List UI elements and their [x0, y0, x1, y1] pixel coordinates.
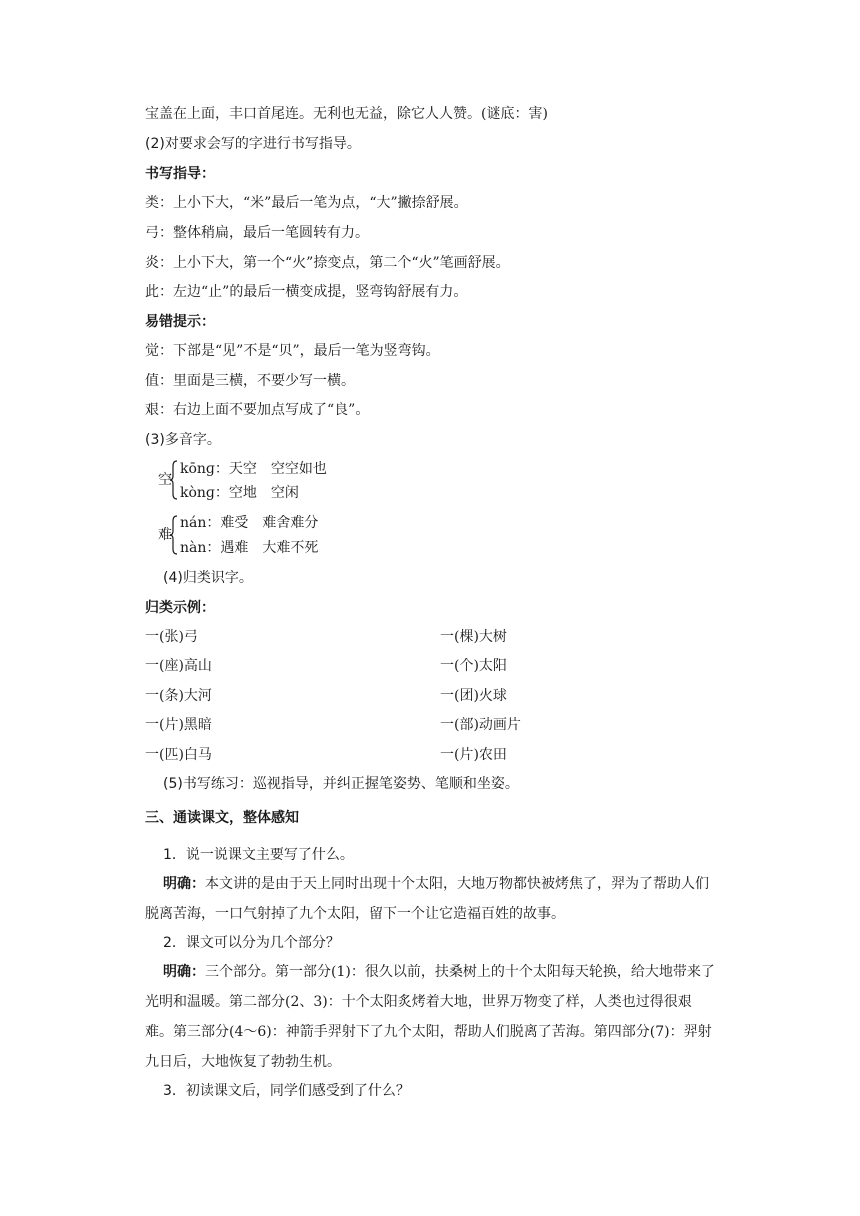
- writing-guide-item: 炎：上小下大，第一个“火”捺变点，第二个“火”笔画舒展。: [145, 255, 510, 271]
- answer-2: [145, 957, 719, 1077]
- section-3-title: 三、通读课文，整体感知: [145, 810, 299, 826]
- polyphone-char: 空: [158, 472, 172, 488]
- question-2: 2．课文可以分为几个部分？: [163, 935, 340, 951]
- step-2: (2)对要求会写的字进行书写指导。: [145, 136, 361, 152]
- riddle-line: 宝盖在上面，丰口首尾连。无利也无益，除它人人赞。(谜底：害): [145, 106, 548, 122]
- step-3: (3)多音字。: [145, 432, 221, 448]
- polyphone-char: 难: [158, 527, 172, 543]
- classify-right-item: 一(部)动画片: [440, 717, 521, 733]
- polyphone-reading: nàn：遇难 大难不死: [180, 540, 319, 556]
- error-tip-item: 觉：下部是“见”不是“贝”，最后一笔为竖弯钩。: [145, 343, 440, 359]
- classify-heading: 归类示例：: [145, 600, 215, 616]
- writing-guide-item: 此：左边“止”的最后一横变成提，竖弯钩舒展有力。: [145, 284, 468, 300]
- answer-1: [145, 869, 719, 929]
- classify-right-item: 一(个)太阳: [440, 658, 507, 674]
- error-tip-item: 艰：右边上面不要加点写成了“良”。: [145, 402, 370, 418]
- question-1: 1．说一说课文主要写了什么。: [163, 847, 354, 863]
- question-3: 3．初读课文后，同学们感受到了什么？: [163, 1083, 410, 1099]
- writing-guide-heading: 书写指导：: [145, 166, 215, 182]
- classify-left-item: 一(匹)白马: [145, 747, 212, 763]
- brace-icon: [170, 460, 178, 500]
- error-tips-heading: 易错提示：: [145, 314, 215, 330]
- classify-left-item: 一(片)黑暗: [145, 717, 212, 733]
- classify-right-item: 一(棵)大树: [440, 629, 507, 645]
- writing-guide-item: 弓：整体稍扁，最后一笔圆转有力。: [145, 225, 369, 241]
- step-5: (5)书写练习：巡视指导，并纠正握笔姿势、笔顺和坐姿。: [163, 776, 519, 792]
- writing-guide-item: 类：上小下大，“米”最后一笔为点，“大”撇捺舒展。: [145, 195, 468, 211]
- polyphone-reading: kōnɡ：天空 空空如也: [180, 461, 327, 477]
- step-4: (4)归类识字。: [163, 570, 253, 586]
- classify-left-item: 一(张)弓: [145, 629, 198, 645]
- error-tip-item: 值：里面是三横，不要少写一横。: [145, 373, 355, 389]
- classify-right-item: 一(团)火球: [440, 688, 507, 704]
- classify-left-item: 一(条)大河: [145, 688, 212, 704]
- answer-text: 本文讲的是由于天上同时出现十个太阳，大地万物都快被烤焦了，羿为了帮助人们脱离苦海，一口气射掉了九个太阳，留下一个让它造福百姓的故事。: [145, 876, 709, 922]
- polyphone-reading: nán：难受 难舍难分: [180, 515, 319, 531]
- answer-label: 明确：: [163, 964, 205, 980]
- classify-left-item: 一(座)高山: [145, 658, 212, 674]
- classify-right-item: 一(片)农田: [440, 747, 507, 763]
- polyphone-reading: kònɡ：空地 空闲: [180, 485, 299, 501]
- answer-label: 明确：: [163, 876, 205, 892]
- brace-icon: [170, 515, 178, 555]
- answer-text: 三个部分。第一部分(1)：很久以前，扶桑树上的十个太阳每天轮换，给大地带来了光明和温暖。第二部分(2、3)：十个太阳炙烤着大地，世界万物变了样，人类也过得很艰难。第三部分(4～6)：神箭手羿射下了九个太阳，帮助人们脱离了苦海。第四部分(7)：羿射九日后，大地恢复了勃勃生机。: [145, 964, 715, 1070]
